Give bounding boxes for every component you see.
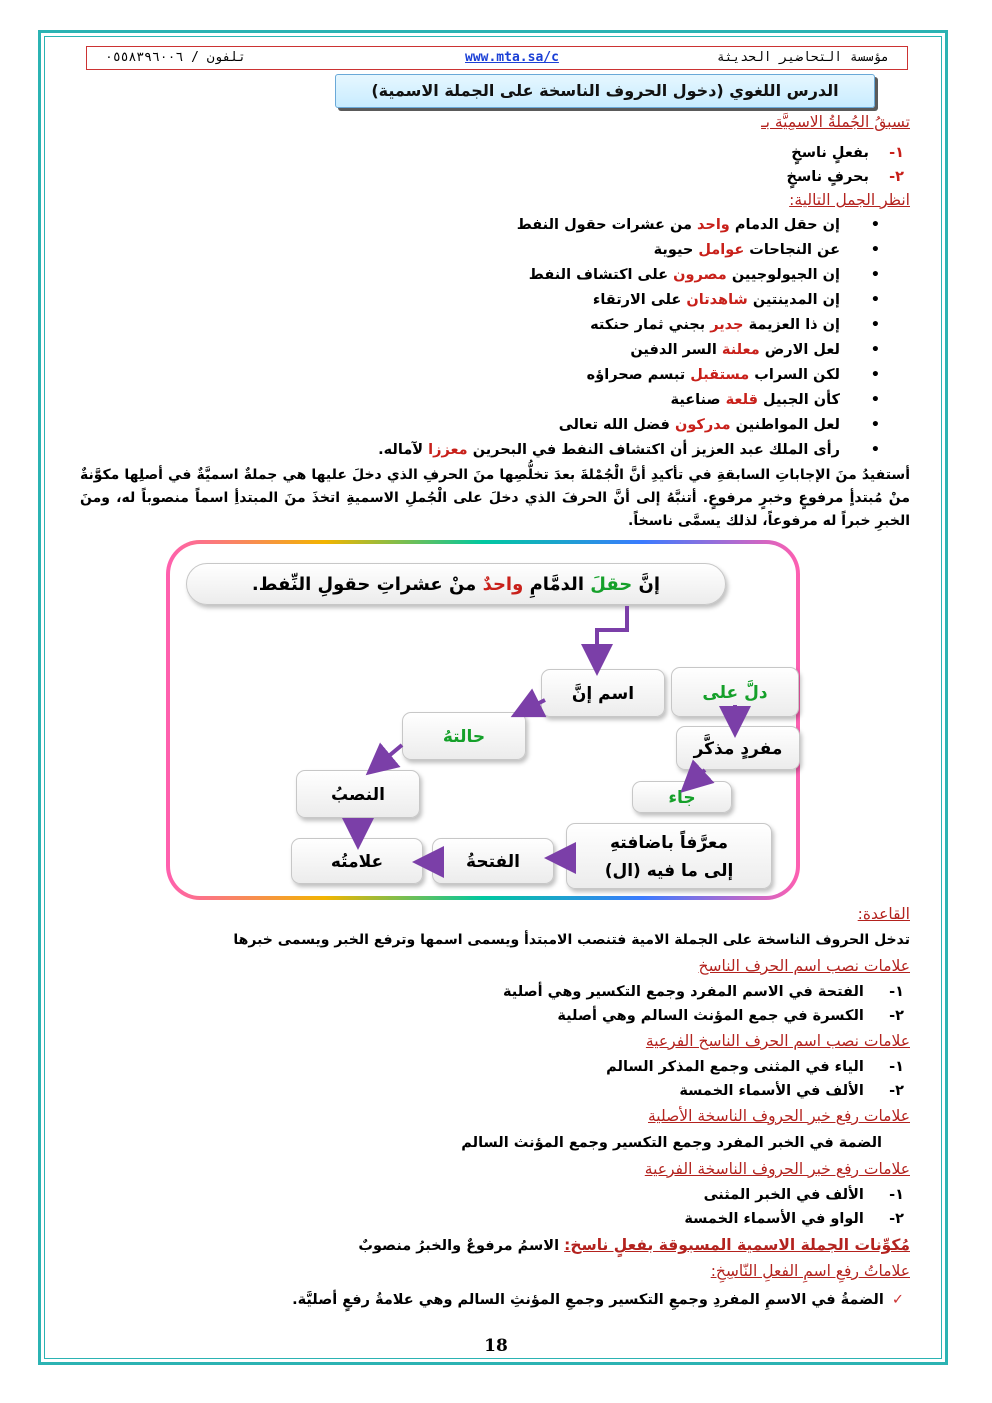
intro-item-1: ١- بفعلٍ ناسخٍ [791, 145, 904, 161]
s4-item-1: ١- الألف في الخبر المثنى [703, 1187, 904, 1203]
node-alamatuhu: علامتُه [291, 838, 423, 884]
example-item: • إن حقل الدمام واحد من عشرات حقول النفط [516, 217, 880, 233]
header-org: مؤسسة التحاضير الحديثة [716, 50, 889, 65]
example-item: • لعل المواطنين مدركون فضل الله تعالى [558, 417, 880, 433]
s5-line: مُكوِّنات الجملة الاسمية المسبوقة بفعلٍ ناسخ: الاسمُ مرفوعٌ والخبرُ منصوبٌ [358, 1236, 910, 1254]
s6-heading: علاماتُ رفعِ اسمِ الفعلِ النّاسِخِ: [710, 1262, 910, 1280]
s1-item-1: ١- الفتحة في الاسم المفرد وجمع التكسير وهي أصلية [503, 984, 904, 1000]
example-item: • إن ذا العزيمة جدير بجني ثمار حنكته [590, 317, 880, 333]
s4-item-2: ٢- الواو في الأسماء الخمسة [684, 1211, 904, 1227]
examples-heading: انظر الجمل التالية: [789, 191, 910, 209]
node-muarraf: معرَّفاً باضافتهِ إلى ما فيه (ال) [566, 823, 772, 889]
rule-text: تدخل الحروف الناسخة على الجملة الامية فتنصب الامبتدأ ويسمى اسمها وترفع الخبر ويسمى خبرها [233, 932, 910, 948]
node-nasb: النصبُ [296, 770, 420, 818]
s1-item-2: ٢- الكسرة في جمع المؤنث السالم وهي أصلية [557, 1008, 904, 1024]
intro-heading: تسبقُ الجُملةُ الاسمِيَّة بـ [761, 113, 910, 131]
lesson-title: الدرس اللغوي (دخول الحروف الناسخة على الجملة الاسمية) [335, 74, 875, 108]
s6-text: ✓الضمةُ في الاسمِ المفردِ وجمعِ التكسير وجمعِ المؤنثِ السالم وهي علامةُ رفعٍ أصليَّة. [292, 1292, 904, 1308]
diagram-sentence: إنَّ حقلَ الدمَّامِ واحدٌ منْ عشراتِ حقولِ النِّفط. [186, 563, 726, 605]
page-header [86, 46, 908, 70]
example-item: • رأى الملك عبد العزيز أن اكتشاف النفط في البحرين معززا لآماله. [378, 442, 880, 458]
explanation-paragraph: أستفيدُ منَ الإجاباتِ السابقةِ في تأكيدِ أنَّ الْجُمْلةَ بعدَ تخلُّصِها منَ الحرفِ الذي دخلَ عليها هي جملةٌ اسميَّةٌ في أصلِها مكوَّنةٌ منْ مُبتدأٍ مرفوعٍ وخبرٍ مرفوعٍ. أتنبَّهُ إلى أنَّ الحرفَ الذي دخلَ على الْجُملِ الاسميةِ اتخذَ منَ المبتدأِ اسماً منصوباً له، ومنَ الخبرِ خبراً له مرفوعاً، لذلك يسمَّى ناسخاً. [80, 467, 910, 529]
example-item: • إن الجيولوجيين مصرون على اكتشاف النفط [528, 267, 880, 283]
intro-item-2: ٢- بحرفٍ ناسخٍ [786, 169, 904, 185]
node-ism-inna: اسم إنَّ [541, 669, 665, 717]
s1-heading: علامات نصب اسم الحرف الناسخ [698, 957, 910, 975]
s2-item-2: ٢- الألف في الأسماء الخمسة [679, 1083, 904, 1099]
node-jaa: جاء [632, 781, 732, 813]
s2-item-1: ١- الياء في المثنى وجمع المذكر السالم [606, 1059, 904, 1075]
s2-heading: علامات نصب اسم الحرف الناسخ الفرعية [645, 1032, 910, 1050]
example-item: • لعل الارض معلنة السر الدفين [630, 342, 880, 358]
node-mufrad: مفردٍ مذكَّر [676, 726, 800, 770]
example-item: • إن المدينتين شاهدتان على الارتقاء [592, 292, 880, 308]
node-fatha: الفتحةُ [432, 838, 554, 884]
page-number: 18 [484, 1336, 508, 1356]
example-item: • لكن السراب مستقبل تبسم صحراؤه [586, 367, 880, 383]
s3-heading: علامات رفع خبر الحروف الناسخة الأصلية [647, 1107, 910, 1125]
node-dalla-ala: دلَّ على [671, 667, 799, 717]
example-item: • عن النجاحات عوامل حيوية [653, 242, 880, 258]
s3-text: الضمة في الخبر المفرد وجمع التكسير وجمع المؤنث السالم [461, 1135, 882, 1151]
s4-heading: علامات رفع خبر الحروف الناسخة الفرعية [644, 1160, 910, 1178]
example-item: • كأن الجبيل قلعة صناعية [670, 392, 880, 408]
node-halatuhu: حالتهُ [402, 712, 526, 760]
header-phone: تلفون / ٠٥٥٨٣٩٦٠٠٦ [105, 50, 246, 65]
rule-heading: القاعدة: [857, 905, 910, 923]
header-url-link[interactable]: www.mta.sa/c [465, 50, 559, 65]
check-icon: ✓ [891, 1292, 904, 1308]
